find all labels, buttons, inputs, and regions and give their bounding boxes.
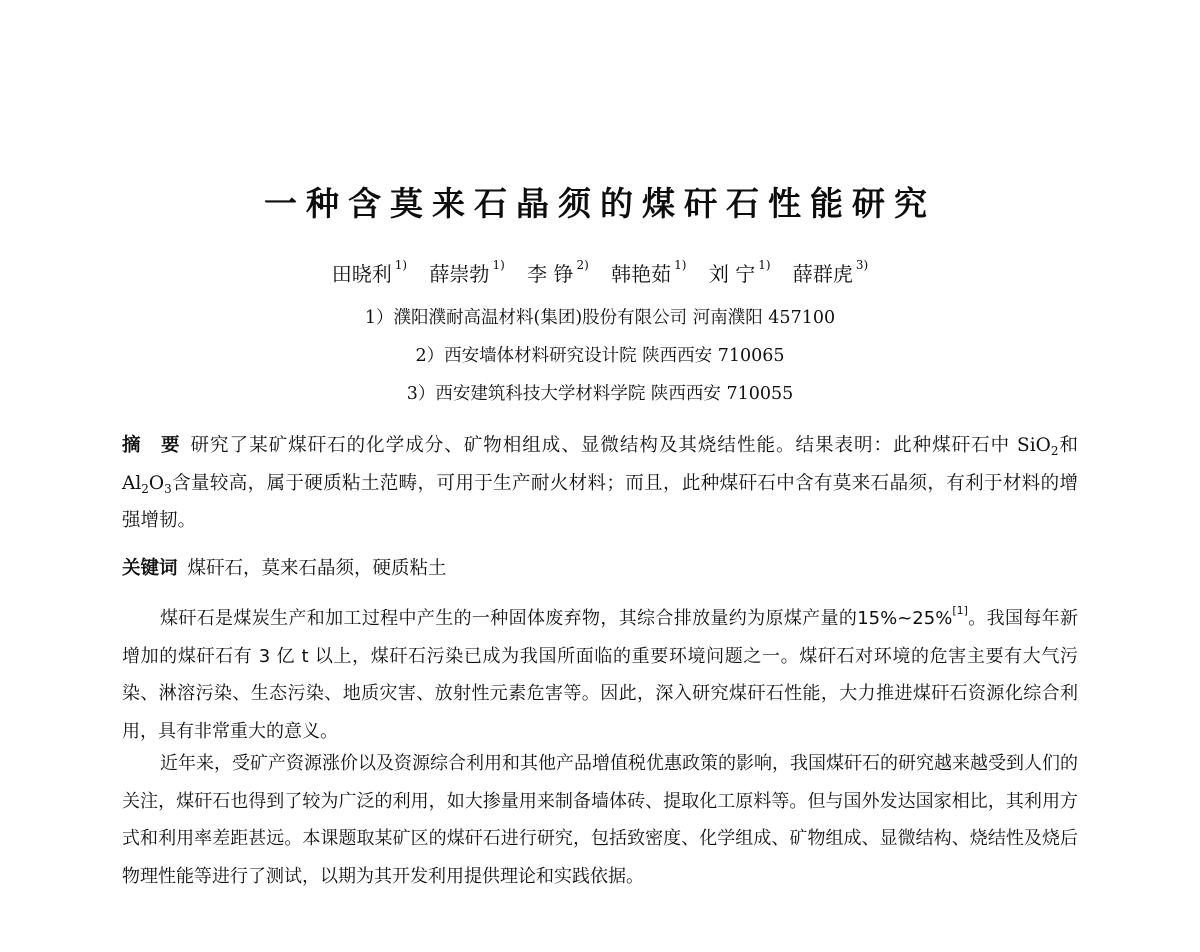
abstract	[122, 428, 1078, 540]
body-paragraph-2: 近年来，受矿产资源涨价以及资源综合利用和其他产品增值税优惠政策的影响，我国煤矸石的研究越来越受到人们的关注，煤矸石也得到了较为广泛的利用，如大掺量用来制备墙体砖、提取化工原料等。但与国外发达国家相比，其利用方式和利用率差距甚远。本课题取某矿区的煤矸石进行研究，包括致密度、化学组成、矿物组成、显微结构、烧结性及烧后物理性能等进行了测试，以期为其开发利用提供理论和实践依据。	[122, 753, 1078, 887]
body-text: 煤矸石是煤炭生产和加工过程中产生的一种固体废弃物，其综合排放量约为原煤产量的15%~25%	[160, 608, 953, 629]
citation-reference: [1]	[952, 604, 968, 617]
author-item	[332, 258, 407, 287]
abstract-text-4: 含量较高，属于硬质粘土范畴，可用于生产耐火材料；而且，此种煤矸石中含有莫来石晶须，有利于材料的增强增韧。	[122, 472, 1078, 531]
author-item	[793, 258, 868, 287]
author-item	[527, 258, 589, 287]
body-paragraph-1	[122, 595, 1078, 750]
author-item	[611, 258, 686, 287]
author-name: 刘 宁	[708, 262, 756, 286]
author-affiliation-mark: 2)	[576, 258, 589, 273]
author-name: 田晓利	[331, 262, 392, 286]
author-name: 李 铮	[527, 262, 574, 286]
author-name: 薛群虎	[792, 262, 853, 286]
author-name: 薛崇勃	[429, 262, 490, 286]
author-affiliation-mark: 1)	[758, 258, 771, 273]
body-text: 。我国每年新增加的煤矸石有 3 亿 t 以上，煤矸石污染已成为我国所面临的重要环境问题之一。煤矸石对环境的危害主要有大气污染、淋溶污染、生态污染、地质灾害、放射性元素危害等。因此，深入研究煤矸石性能，大力推进煤矸石资源化综合利用，具有非常重大的意义。	[122, 608, 1079, 742]
affiliation-1: 1）濮阳濮耐高温材料(集团)股份有限公司 河南濮阳 457100	[364, 308, 836, 328]
subscript: 2	[141, 481, 149, 496]
author-name: 韩艳茹	[611, 262, 672, 286]
affiliation-3: 3）西安建筑科技大学材料学院 陕西西安 710055	[406, 384, 794, 404]
subscript: 3	[164, 481, 172, 496]
paper-title: 一种含莫来石晶须的煤矸石性能研究	[264, 184, 936, 223]
abstract-label: 摘 要	[122, 435, 181, 456]
abstract-text-1: 研究了某矿煤矸石的化学成分、矿物相组成、显微结构及其烧结性能。结果表明：此种煤矸石中 SiO	[190, 435, 1051, 456]
author-affiliation-mark: 1)	[492, 258, 505, 273]
keywords	[122, 554, 1078, 580]
author-item	[429, 258, 504, 287]
author-affiliation-mark: 1)	[394, 258, 408, 273]
abstract-text-2: 和 Al	[122, 435, 1078, 494]
author-list	[0, 258, 1200, 287]
subscript: 2	[1050, 444, 1059, 458]
abstract-text-3: O	[148, 472, 165, 494]
keywords-text: 煤矸石，莫来石晶须，硬质粘土	[187, 558, 447, 579]
affiliation-2: 2）西安墙体材料研究设计院 陕西西安 710065	[415, 346, 785, 366]
keywords-label: 关键词	[122, 558, 178, 579]
author-item	[709, 258, 771, 287]
author-affiliation-mark: 3)	[855, 258, 869, 273]
author-affiliation-mark: 1)	[674, 258, 687, 273]
